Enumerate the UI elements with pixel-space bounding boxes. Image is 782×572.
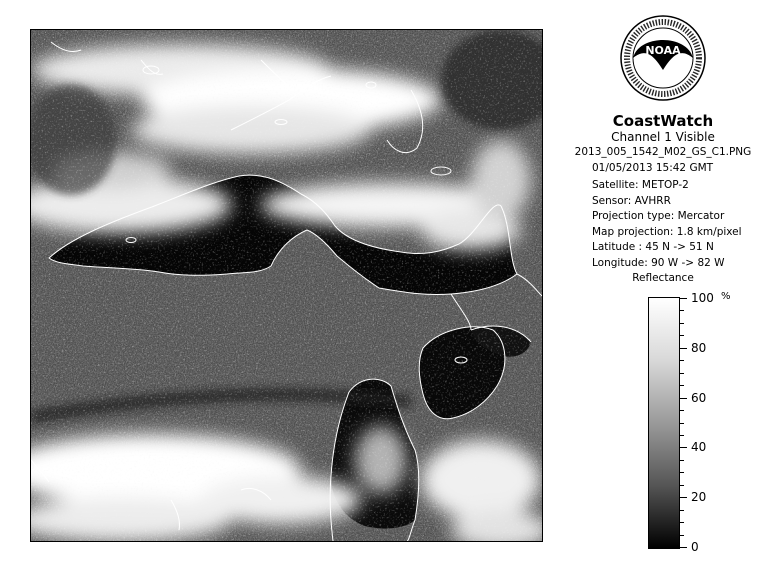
colorbar-tick [680,348,687,349]
longitude-label: Longitude: 90 W -> 82 W [592,256,725,269]
satellite-image [30,29,543,542]
channel-label: Channel 1 Visible [611,130,715,144]
date-time: 01/05/2013 15:42 GMT [592,162,714,174]
map-projection-label: Map projection: 1.8 km/pixel [592,225,742,238]
file-name: 2013_005_1542_M02_GS_C1.PNG [574,146,752,158]
latitude-label: Latitude : 45 N -> 51 N [592,241,714,254]
colorbar-title: Reflectance [632,272,694,284]
colorbar-tick [680,522,684,523]
metadata-list [592,178,742,272]
colorbar-tick-label: 80 [691,341,707,355]
colorbar-unit: % [721,291,731,302]
noaa-logo-text: NOAA [645,44,681,57]
colorbar-tick [680,485,684,486]
colorbar-tick [680,460,684,461]
noaa-emblem [619,14,707,102]
colorbar-tick [680,510,684,511]
colorbar-tick [680,472,684,473]
colorbar-tick [680,410,684,411]
colorbar-tick-label: 40 [691,440,707,454]
satellite-image-canvas [31,30,542,541]
colorbar-tick-label: 0 [691,540,699,554]
colorbar-tick [680,535,684,536]
colorbar-tick [680,547,687,548]
satellite-label: Satellite: METOP-2 [592,179,689,191]
colorbar-tick [680,373,684,374]
colorbar-tick [680,423,684,424]
noaa-logo [619,14,707,102]
colorbar-tick-label: 20 [691,490,707,504]
projection-type-label: Projection type: Mercator [592,210,725,223]
colorbar-tick [680,435,684,436]
colorbar-tick [680,335,684,336]
colorbar-tick-label: 100 [691,291,714,305]
cloud-speckle [31,30,542,541]
colorbar-tick [680,497,687,498]
colorbar-tick-label: 60 [691,391,707,405]
colorbar-tick [680,310,684,311]
colorbar-tick [680,298,687,299]
colorbar-tick [680,360,684,361]
brand-title: CoastWatch [612,112,714,130]
colorbar-tick [680,398,687,399]
colorbar-tick [680,385,684,386]
colorbar-tick [680,447,687,448]
sensor-label: Sensor: AVHRR [592,194,671,207]
colorbar [648,297,680,549]
colorbar-tick [680,323,684,324]
